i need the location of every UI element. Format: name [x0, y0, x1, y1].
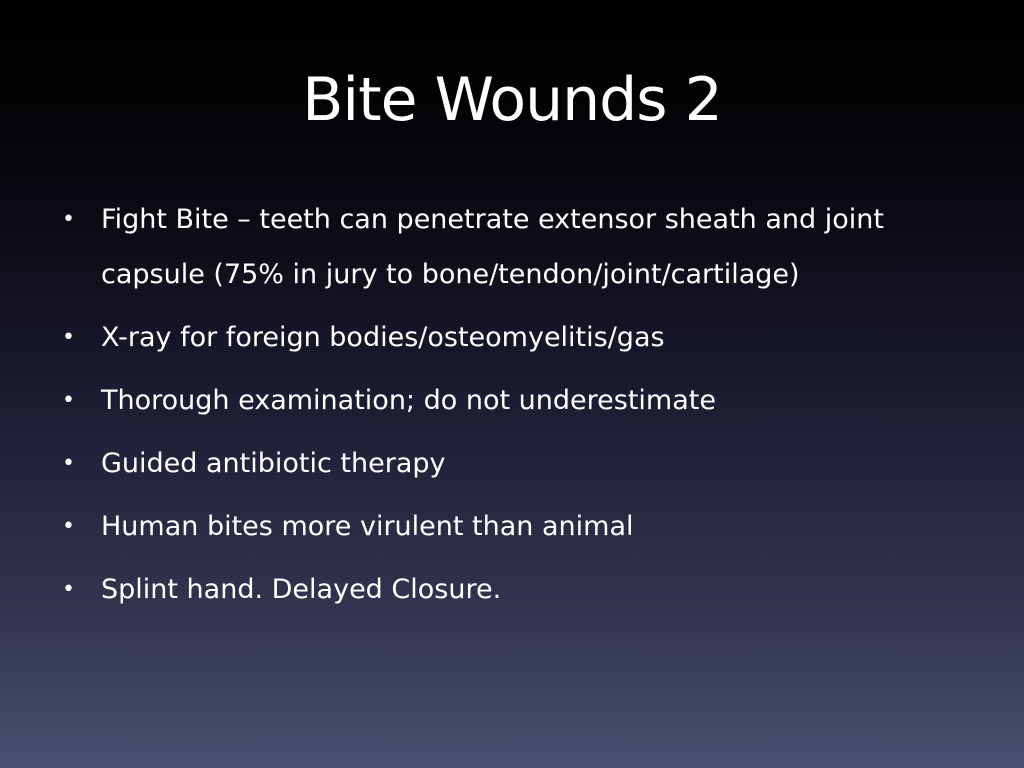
bullet-text: Splint hand. Delayed Closure. [101, 574, 502, 605]
bullet-item [62, 192, 962, 302]
bullet-text: Thorough examination; do not underestimate [101, 385, 716, 416]
bullet-icon: • [62, 207, 75, 232]
bullet-item [62, 562, 962, 617]
bullet-item [62, 499, 962, 554]
bullet-item [62, 373, 962, 428]
slide-title: Bite Wounds 2 [302, 65, 722, 135]
bullet-icon: • [62, 577, 75, 602]
bullet-text: Guided antibiotic therapy [101, 448, 446, 479]
bullet-item [62, 310, 962, 365]
bullet-text: Human bites more virulent than animal [101, 511, 634, 542]
bullet-icon: • [62, 451, 75, 476]
bullet-icon: • [62, 388, 75, 413]
bullet-item [62, 436, 962, 491]
bullet-icon: • [62, 514, 75, 539]
bullet-text: Fight Bite – teeth can penetrate extensor sheath and joint capsule (75% in jury to bone/tendon/joint/cartilage) [101, 204, 884, 290]
bullet-icon: • [62, 325, 75, 350]
bullet-text: X-ray for foreign bodies/osteomyelitis/gas [101, 322, 665, 353]
bullet-list [62, 192, 962, 625]
